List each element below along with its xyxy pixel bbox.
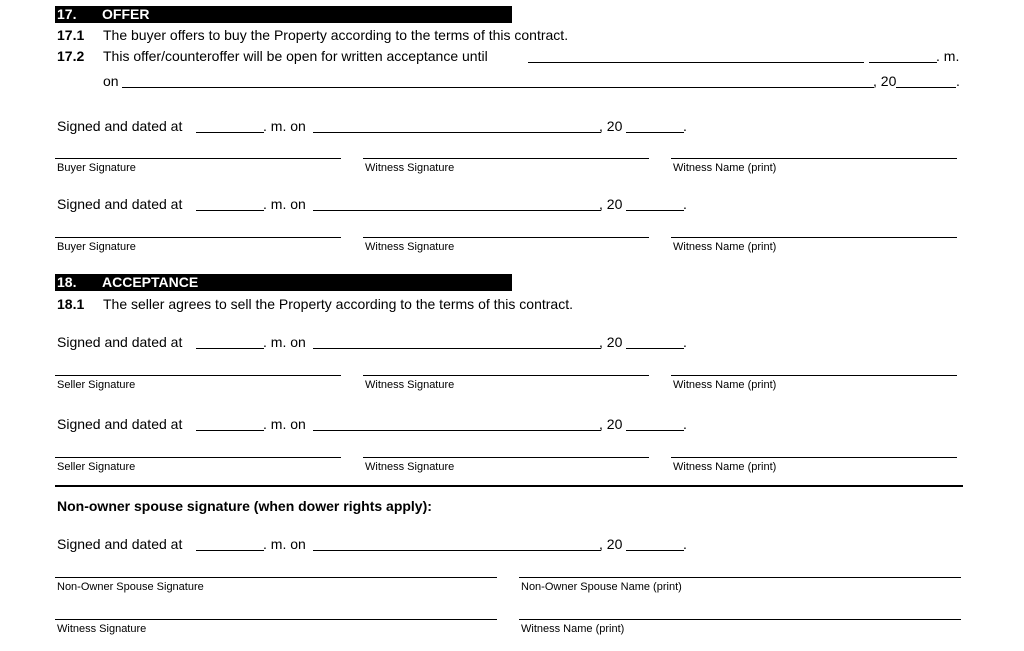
acceptance-year-field[interactable] xyxy=(896,87,956,88)
year-prefix: , 20 xyxy=(599,334,623,350)
section-18-header xyxy=(55,274,512,291)
year-field[interactable] xyxy=(626,430,684,431)
witness-name-label: Witness Name (print) xyxy=(673,241,777,253)
year-field[interactable] xyxy=(626,348,684,349)
period: . xyxy=(683,334,687,350)
m-on-label: . m. on xyxy=(263,416,306,432)
acceptance-day-field[interactable] xyxy=(122,87,874,88)
year-field[interactable] xyxy=(626,210,684,211)
seller-signature-label: Seller Signature xyxy=(57,379,136,391)
year-prefix: , 20 xyxy=(599,416,623,432)
spouse-name-line[interactable] xyxy=(519,577,961,578)
witness-name-label: Witness Name (print) xyxy=(673,162,777,174)
hour-field[interactable] xyxy=(196,430,264,431)
witness-signature-label: Witness Signature xyxy=(365,461,455,473)
witness-signature-line[interactable] xyxy=(55,619,497,620)
witness-name-line[interactable] xyxy=(671,375,957,376)
date-field[interactable] xyxy=(313,430,601,431)
seller-signature-line[interactable] xyxy=(55,375,341,376)
clause-text: The buyer offers to buy the Property according to the terms of this contract. xyxy=(103,27,569,43)
acceptance-date-field[interactable] xyxy=(528,62,864,63)
section-title: OFFER xyxy=(102,6,150,22)
section-divider xyxy=(55,485,963,487)
spouse-signature-label: Non-Owner Spouse Signature xyxy=(57,581,204,593)
signed-dated-label: Signed and dated at xyxy=(57,334,183,350)
year-prefix: , 20 xyxy=(599,196,623,212)
year-prefix: , 20 xyxy=(873,73,897,89)
year-field[interactable] xyxy=(626,550,684,551)
witness-signature-line[interactable] xyxy=(363,375,649,376)
acceptance-hour-field[interactable] xyxy=(869,62,937,63)
clause-number: 17.2 xyxy=(57,48,85,64)
witness-signature-label: Witness Signature xyxy=(57,623,147,635)
hour-field[interactable] xyxy=(196,132,264,133)
witness-signature-label: Witness Signature xyxy=(365,241,455,253)
seller-signature-label: Seller Signature xyxy=(57,461,136,473)
witness-name-line[interactable] xyxy=(671,158,957,159)
witness-name-label: Witness Name (print) xyxy=(521,623,625,635)
clause-text: This offer/counteroffer will be open for written acceptance until xyxy=(103,48,488,64)
witness-signature-label: Witness Signature xyxy=(365,379,455,391)
witness-name-label: Witness Name (print) xyxy=(673,461,777,473)
witness-signature-label: Witness Signature xyxy=(365,162,455,174)
section-17-header xyxy=(55,6,512,23)
year-prefix: , 20 xyxy=(599,118,623,134)
section-title: ACCEPTANCE xyxy=(102,274,199,290)
buyer-signature-label: Buyer Signature xyxy=(57,162,136,174)
signed-dated-label: Signed and dated at xyxy=(57,416,183,432)
signed-dated-label: Signed and dated at xyxy=(57,536,183,552)
period: . xyxy=(956,73,960,89)
clause-number: 18.1 xyxy=(57,296,85,312)
signed-dated-label: Signed and dated at xyxy=(57,118,183,134)
date-field[interactable] xyxy=(313,132,601,133)
spouse-name-label: Non-Owner Spouse Name (print) xyxy=(521,581,682,593)
year-field[interactable] xyxy=(626,132,684,133)
witness-name-line[interactable] xyxy=(671,457,957,458)
witness-signature-line[interactable] xyxy=(363,237,649,238)
date-field[interactable] xyxy=(313,348,601,349)
period: . xyxy=(683,196,687,212)
meridiem-label: . m. xyxy=(936,48,960,64)
buyer-signature-line[interactable] xyxy=(55,237,341,238)
witness-signature-line[interactable] xyxy=(363,158,649,159)
year-prefix: , 20 xyxy=(599,536,623,552)
m-on-label: . m. on xyxy=(263,118,306,134)
witness-name-line[interactable] xyxy=(671,237,957,238)
hour-field[interactable] xyxy=(196,348,264,349)
hour-field[interactable] xyxy=(196,550,264,551)
clause-text: The seller agrees to sell the Property according to the terms of this contract. xyxy=(103,296,573,312)
period: . xyxy=(683,416,687,432)
section-number: 17. xyxy=(57,6,77,22)
section-number: 18. xyxy=(57,274,77,290)
date-field[interactable] xyxy=(313,550,601,551)
period: . xyxy=(683,118,687,134)
date-field[interactable] xyxy=(313,210,601,211)
signed-dated-label: Signed and dated at xyxy=(57,196,183,212)
buyer-signature-line[interactable] xyxy=(55,158,341,159)
seller-signature-line[interactable] xyxy=(55,457,341,458)
witness-name-label: Witness Name (print) xyxy=(673,379,777,391)
period: . xyxy=(683,536,687,552)
hour-field[interactable] xyxy=(196,210,264,211)
m-on-label: . m. on xyxy=(263,334,306,350)
witness-signature-line[interactable] xyxy=(363,457,649,458)
spouse-heading: Non-owner spouse signature (when dower rights apply): xyxy=(57,498,432,514)
witness-name-line[interactable] xyxy=(519,619,961,620)
m-on-label: . m. on xyxy=(263,196,306,212)
buyer-signature-label: Buyer Signature xyxy=(57,241,136,253)
spouse-signature-line[interactable] xyxy=(55,577,497,578)
on-label: on xyxy=(103,73,119,89)
clause-number: 17.1 xyxy=(57,27,85,43)
m-on-label: . m. on xyxy=(263,536,306,552)
